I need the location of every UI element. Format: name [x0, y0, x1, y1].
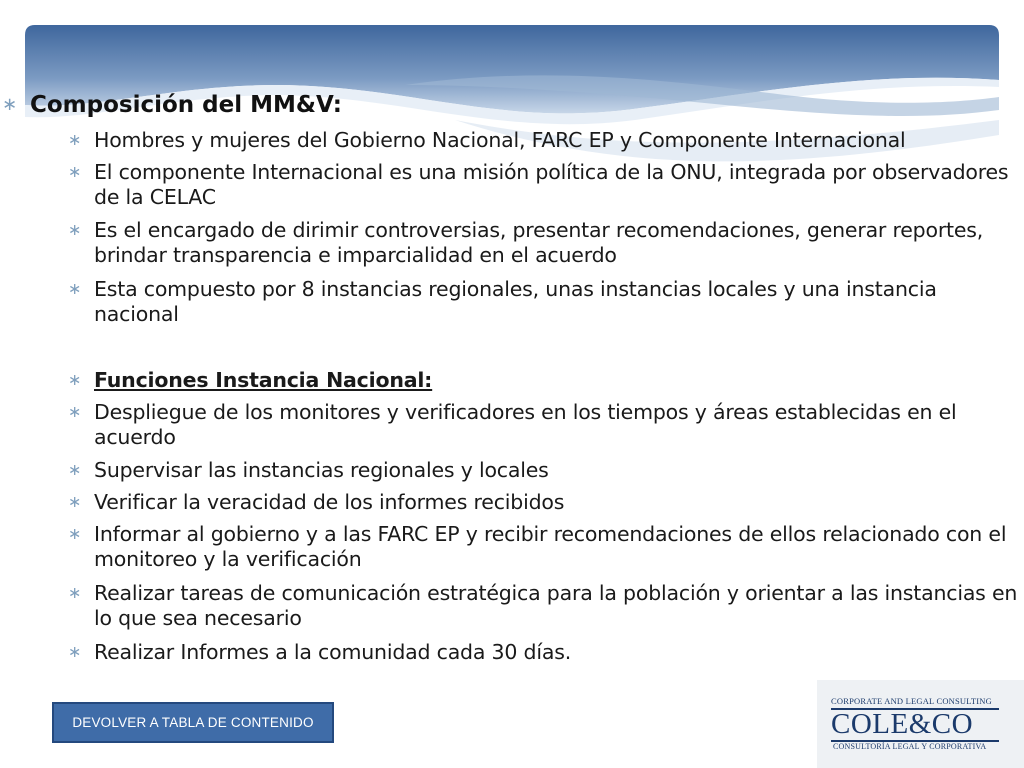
list-item — [68, 522, 1018, 572]
list-item — [68, 640, 1018, 665]
list-item-text: Informar al gobierno y a las FARC EP y recibir recomendaciones de ellos relacionado con el monitoreo y la verificación — [94, 522, 1007, 571]
list-item-text: Esta compuesto por 8 instancias regionales, unas instancias locales y una instancia nacional — [94, 277, 937, 326]
list-item — [68, 128, 1018, 153]
section-heading-composicion — [0, 92, 342, 118]
list-item — [68, 218, 1018, 268]
list-item-text: Supervisar las instancias regionales y locales — [94, 458, 549, 482]
logo-tagline-bottom: CONSULTORÍA LEGAL Y CORPORATIVA — [833, 742, 987, 751]
list-item — [68, 160, 1018, 210]
logo-tagline-top: CORPORATE AND LEGAL CONSULTING — [831, 696, 992, 706]
list-item-text: Realizar Informes a la comunidad cada 30 días. — [94, 640, 572, 664]
list-item — [68, 490, 1018, 515]
heading-text: Funciones Instancia Nacional: — [94, 368, 433, 392]
bullet-icon: ∗ — [68, 370, 82, 389]
bullet-icon: ∗ — [2, 94, 18, 115]
list-item — [68, 458, 1018, 483]
bullet-icon: ∗ — [68, 642, 82, 661]
bullet-icon: ∗ — [68, 130, 82, 149]
heading-text: Composición del MM&V: — [30, 92, 342, 118]
list-item — [68, 581, 1018, 631]
bullet-icon: ∗ — [68, 492, 82, 511]
bullet-icon: ∗ — [68, 402, 82, 421]
logo-wordmark: COLE&CO — [831, 708, 974, 740]
section-heading-funciones — [68, 368, 1018, 393]
list-item — [68, 400, 1018, 450]
back-to-contents-button[interactable]: DEVOLVER A TABLA DE CONTENIDO — [52, 702, 334, 743]
cole-co-logo — [817, 680, 1024, 768]
bullet-icon: ∗ — [68, 162, 82, 181]
bullet-icon: ∗ — [68, 220, 82, 239]
list-item-text: Es el encargado de dirimir controversias, presentar recomendaciones, generar reportes, brindar transparencia e imparcialidad en el acuerdo — [94, 218, 984, 267]
bullet-icon: ∗ — [68, 460, 82, 479]
list-item-text: Realizar tareas de comunicación estratégica para la población y orientar a las instancias en lo que sea necesario — [94, 581, 1018, 630]
list-item-text: El componente Internacional es una misión política de la ONU, integrada por observadores de la CELAC — [94, 160, 1009, 209]
list-item-text: Verificar la veracidad de los informes recibidos — [94, 490, 565, 514]
bullet-icon: ∗ — [68, 279, 82, 298]
list-item-text: Hombres y mujeres del Gobierno Nacional, FARC EP y Componente Internacional — [94, 128, 906, 152]
bullet-icon: ∗ — [68, 583, 82, 602]
list-item — [68, 277, 1018, 327]
bullet-icon: ∗ — [68, 524, 82, 543]
list-item-text: Despliegue de los monitores y verificadores en los tiempos y áreas establecidas en el acuerdo — [94, 400, 957, 449]
